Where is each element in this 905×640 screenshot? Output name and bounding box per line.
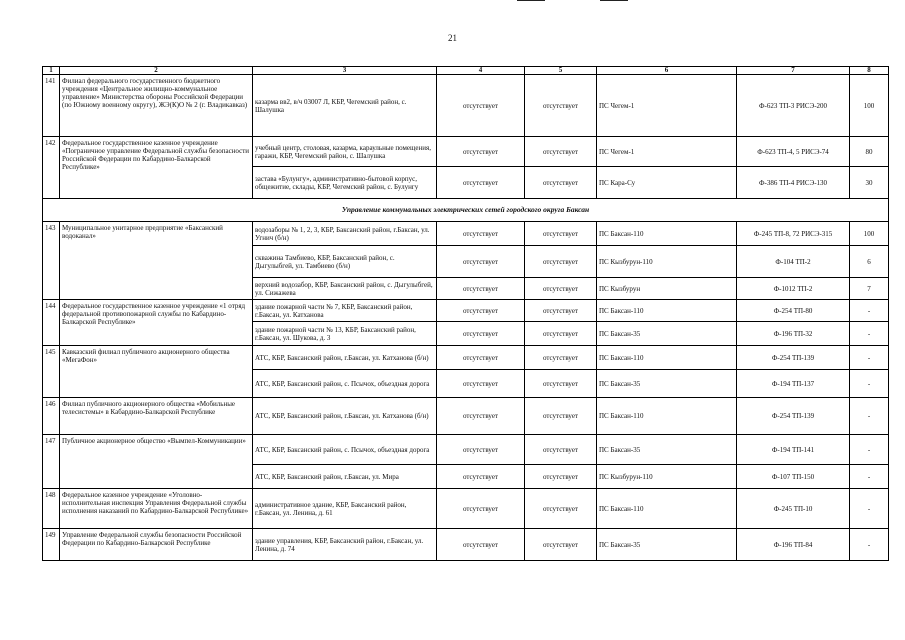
load-value: 6 [850,246,889,278]
object-address: административное здание, КБР, Баксанский район, г.Баксан, ул. Ленина, д. 61 [253,489,437,529]
cell-value: отсутствует [525,167,597,199]
organization-name: Федеральное казенное учреждение «Уголовно-исполнительная инспекция Управления Федеральной службы исполнения наказаний по Кабардино-Балкарской Республике» [60,489,253,529]
substation-name: ПС Баксан-35 [597,322,737,346]
organization-name: Публичное акционерное общество «Вымпел-Коммуникации» [60,435,253,489]
column-header: 5 [525,67,597,75]
load-value: - [850,465,889,489]
substation-name: ПС Баксан-110 [597,489,737,529]
substation-name: ПС Баксан-110 [597,222,737,246]
object-address: АТС, КБР, Баксанский район, г.Баксан, ул. Мира [253,465,437,489]
row-number: 144 [43,300,60,346]
organization-name: Кавказский филиал публичного акционерного общества «МегаФон» [60,346,253,398]
row-number: 141 [43,75,60,137]
section-row [43,199,889,222]
row-number: 149 [43,529,60,561]
cell-value: отсутствует [437,322,525,346]
feeder-name: Ф-254 ТП-139 [737,398,850,435]
cell-value: отсутствует [525,435,597,465]
organization-name: Федеральное государственное казенное учреждение «1 отряд федеральной противопожарной службы по Кабардино-Балкарской Республике» [60,300,253,346]
load-value: - [850,322,889,346]
row-number: 147 [43,435,60,489]
feeder-name: Ф-254 ТП-80 [737,300,850,322]
object-address: АТС, КБР, Баксанский район, с. Псычох, объездная дорога [253,435,437,465]
cell-value: отсутствует [525,278,597,300]
column-header: 2 [60,67,253,75]
object-address: АТС, КБР, Баксанский район, г.Баксан, ул. Катханова (б/н) [253,346,437,370]
cell-value: отсутствует [525,489,597,529]
cell-value: отсутствует [525,137,597,167]
table-row [43,137,889,167]
feeder-name: Ф-107 ТП-150 [737,465,850,489]
cell-value: отсутствует [437,278,525,300]
feeder-name: Ф-196 ТП-32 [737,322,850,346]
object-address: водозаборы № 1, 2, 3, КБР, Баксанский район, г.Баксан, ул. Угнич (б/н) [253,222,437,246]
load-value: - [850,435,889,465]
row-number: 148 [43,489,60,529]
substation-name: ПС Баксан-35 [597,529,737,561]
table-row [43,75,889,137]
object-address: верхний водозабор, КБР, Баксанский район, с. Дыгулыбгей, ул. Сижажева [253,278,437,300]
section-title: Управление коммунальных электрических сетей городского округа Баксан [43,199,889,222]
top-rule-mark [600,0,628,1]
table-row [43,529,889,561]
cell-value: отсутствует [525,75,597,137]
object-address: АТС, КБР, Баксанский район, с. Псычох, объездная дорога [253,370,437,398]
cell-value: отсутствует [437,246,525,278]
cell-value: отсутствует [437,75,525,137]
cell-value: отсутствует [437,167,525,199]
load-value: - [850,398,889,435]
table-row [43,489,889,529]
cell-value: отсутствует [437,435,525,465]
cell-value: отсутствует [437,222,525,246]
cell-value: отсутствует [525,529,597,561]
cell-value: отсутствует [437,346,525,370]
organization-name: Филиал публичного акционерного общества «Мобильные телесистемы» в Кабардино-Балкарской Республике [60,398,253,435]
row-number: 142 [43,137,60,199]
top-rule-mark [517,0,545,1]
substation-name: ПС Баксан-110 [597,300,737,322]
table-row [43,346,889,370]
cell-value: отсутствует [525,465,597,489]
table-row [43,435,889,465]
cell-value: отсутствует [437,529,525,561]
feeder-name: Ф-194 ТП-137 [737,370,850,398]
object-address: здание пожарной части № 7, КБР, Баксанский район, г.Баксан, ул. Катханова [253,300,437,322]
object-address: здание пожарной части № 13, КБР, Баксанский район, г.Баксан, ул. Шукова, д. 3 [253,322,437,346]
cell-value: отсутствует [525,370,597,398]
row-number: 145 [43,346,60,398]
table-row [43,222,889,246]
cell-value: отсутствует [437,489,525,529]
substation-name: ПС Чегем-1 [597,75,737,137]
object-address: АТС, КБР, Баксанский район, г.Баксан, ул. Катханова (б/н) [253,398,437,435]
substation-name: ПС Кара-Су [597,167,737,199]
cell-value: отсутствует [525,222,597,246]
load-value: - [850,346,889,370]
substation-name: ПС Кызбурун-110 [597,246,737,278]
substation-name: ПС Баксан-110 [597,398,737,435]
object-address: казарма вв2, в/ч 03007 Л, КБР, Чегемский район, с. Шалушка [253,75,437,137]
feeder-name: Ф-196 ТП-84 [737,529,850,561]
cell-value: отсутствует [437,370,525,398]
object-address: застава «Булунгу», административно-бытовой корпус, общежитие, склады, КБР, Чегемский район, с. Булунгу [253,167,437,199]
page-number: 21 [448,33,457,43]
feeder-name: Ф-386 ТП-4 РИСЭ-130 [737,167,850,199]
table-body [43,75,889,561]
feeder-name: Ф-623 ТП-3 РИСЭ-200 [737,75,850,137]
substation-name: ПС Баксан-35 [597,370,737,398]
cell-value: отсутствует [525,322,597,346]
cell-value: отсутствует [525,346,597,370]
cell-value: отсутствует [437,137,525,167]
object-address: учебный центр, столовая, казарма, караульные помещения, гаражи, КБР, Чегемский район, с. Шалушка [253,137,437,167]
feeder-name: Ф-194 ТП-141 [737,435,850,465]
feeder-name: Ф-254 ТП-139 [737,346,850,370]
substation-name: ПС Баксан-110 [597,346,737,370]
organization-name: Федеральное государственное казенное учреждение «Пограничное управление Федеральной службы безопасности Российской Федерации по Кабардино-Балкарской Республике» [60,137,253,199]
load-value: - [850,300,889,322]
row-number: 146 [43,398,60,435]
feeder-name: Ф-104 ТП-2 [737,246,850,278]
substation-name: ПС Баксан-35 [597,435,737,465]
column-header: 1 [43,67,60,75]
organization-name: Управление Федеральной службы безопасности Российской Федерации по Кабардино-Балкарской Республике [60,529,253,561]
row-number: 143 [43,222,60,300]
column-header: 6 [597,67,737,75]
cell-value: отсутствует [525,300,597,322]
table-row [43,398,889,435]
cell-value: отсутствует [437,465,525,489]
column-header: 7 [737,67,850,75]
substation-name: ПС Кызбурун-110 [597,465,737,489]
load-value: 100 [850,75,889,137]
load-value: - [850,489,889,529]
data-table [42,66,889,561]
load-value: - [850,370,889,398]
load-value: 80 [850,137,889,167]
cell-value: отсутствует [525,246,597,278]
header-row [43,67,889,75]
load-value: 100 [850,222,889,246]
load-value: - [850,529,889,561]
column-header: 8 [850,67,889,75]
cell-value: отсутствует [437,300,525,322]
organization-name: Филиал федерального государственного бюджетного учреждения «Центральное жилищно-коммунальное управление» Министерства обороны Российской Федерации (по Южному военному округу), ЖЭ(К)О № 2 (г. Владикавказ) [60,75,253,137]
feeder-name: Ф-245 ТП-8, 72 РИСЭ-315 [737,222,850,246]
substation-name: ПС Чегем-1 [597,137,737,167]
substation-name: ПС Кызбурун [597,278,737,300]
column-header: 4 [437,67,525,75]
object-address: скважина Тамбиево, КБР, Баксанский район, с. Дыгулыбгей, ул. Тамбиево (б/н) [253,246,437,278]
table-row [43,300,889,322]
load-value: 30 [850,167,889,199]
organization-name: Муниципальное унитарное предприятие «Баксанский водоканал» [60,222,253,300]
column-header: 3 [253,67,437,75]
object-address: здание управления, КБР, Баксанский район, г.Баксан, ул. Ленина, д. 74 [253,529,437,561]
cell-value: отсутствует [437,398,525,435]
load-value: 7 [850,278,889,300]
feeder-name: Ф-245 ТП-10 [737,489,850,529]
cell-value: отсутствует [525,398,597,435]
feeder-name: Ф-623 ТП-4, 5 РИСЭ-74 [737,137,850,167]
feeder-name: Ф-1012 ТП-2 [737,278,850,300]
